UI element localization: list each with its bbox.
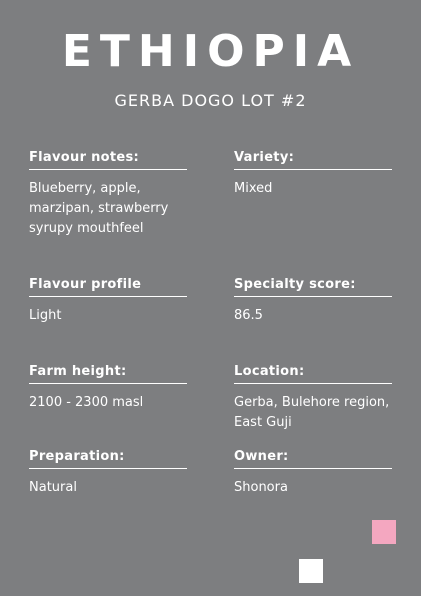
field-label: Specialty score: (234, 277, 392, 297)
field-value: Mixed (234, 181, 273, 196)
field-preparation (29, 449, 187, 498)
field-location (234, 364, 392, 433)
field-value: Natural (29, 480, 77, 495)
field-flavour-notes (29, 150, 187, 239)
field-variety (234, 150, 392, 199)
field-value: Blueberry, apple, marzipan, strawberry syrupy mouthfeel (29, 181, 169, 236)
pink-square-icon (372, 520, 396, 544)
lot-subtitle: GERBA DOGO LOT #2 (114, 91, 307, 110)
field-label: Flavour notes: (29, 150, 187, 170)
field-value: Gerba, Bulehore region, East Guji (234, 395, 390, 430)
field-flavour-profile (29, 277, 187, 326)
white-square-icon (299, 559, 323, 583)
field-farm-height (29, 364, 187, 413)
field-label: Location: (234, 364, 392, 384)
field-value: 86.5 (234, 308, 263, 323)
field-label: Variety: (234, 150, 392, 170)
page-title: ETHIOPIA (61, 26, 360, 77)
field-value: Light (29, 308, 62, 323)
field-value: 2100 - 2300 masl (29, 395, 144, 410)
field-specialty-score (234, 277, 392, 326)
field-label: Preparation: (29, 449, 187, 469)
field-label: Owner: (234, 449, 392, 469)
field-label: Farm height: (29, 364, 187, 384)
field-value: Shonora (234, 480, 288, 495)
field-label: Flavour profile (29, 277, 187, 297)
field-owner (234, 449, 392, 498)
